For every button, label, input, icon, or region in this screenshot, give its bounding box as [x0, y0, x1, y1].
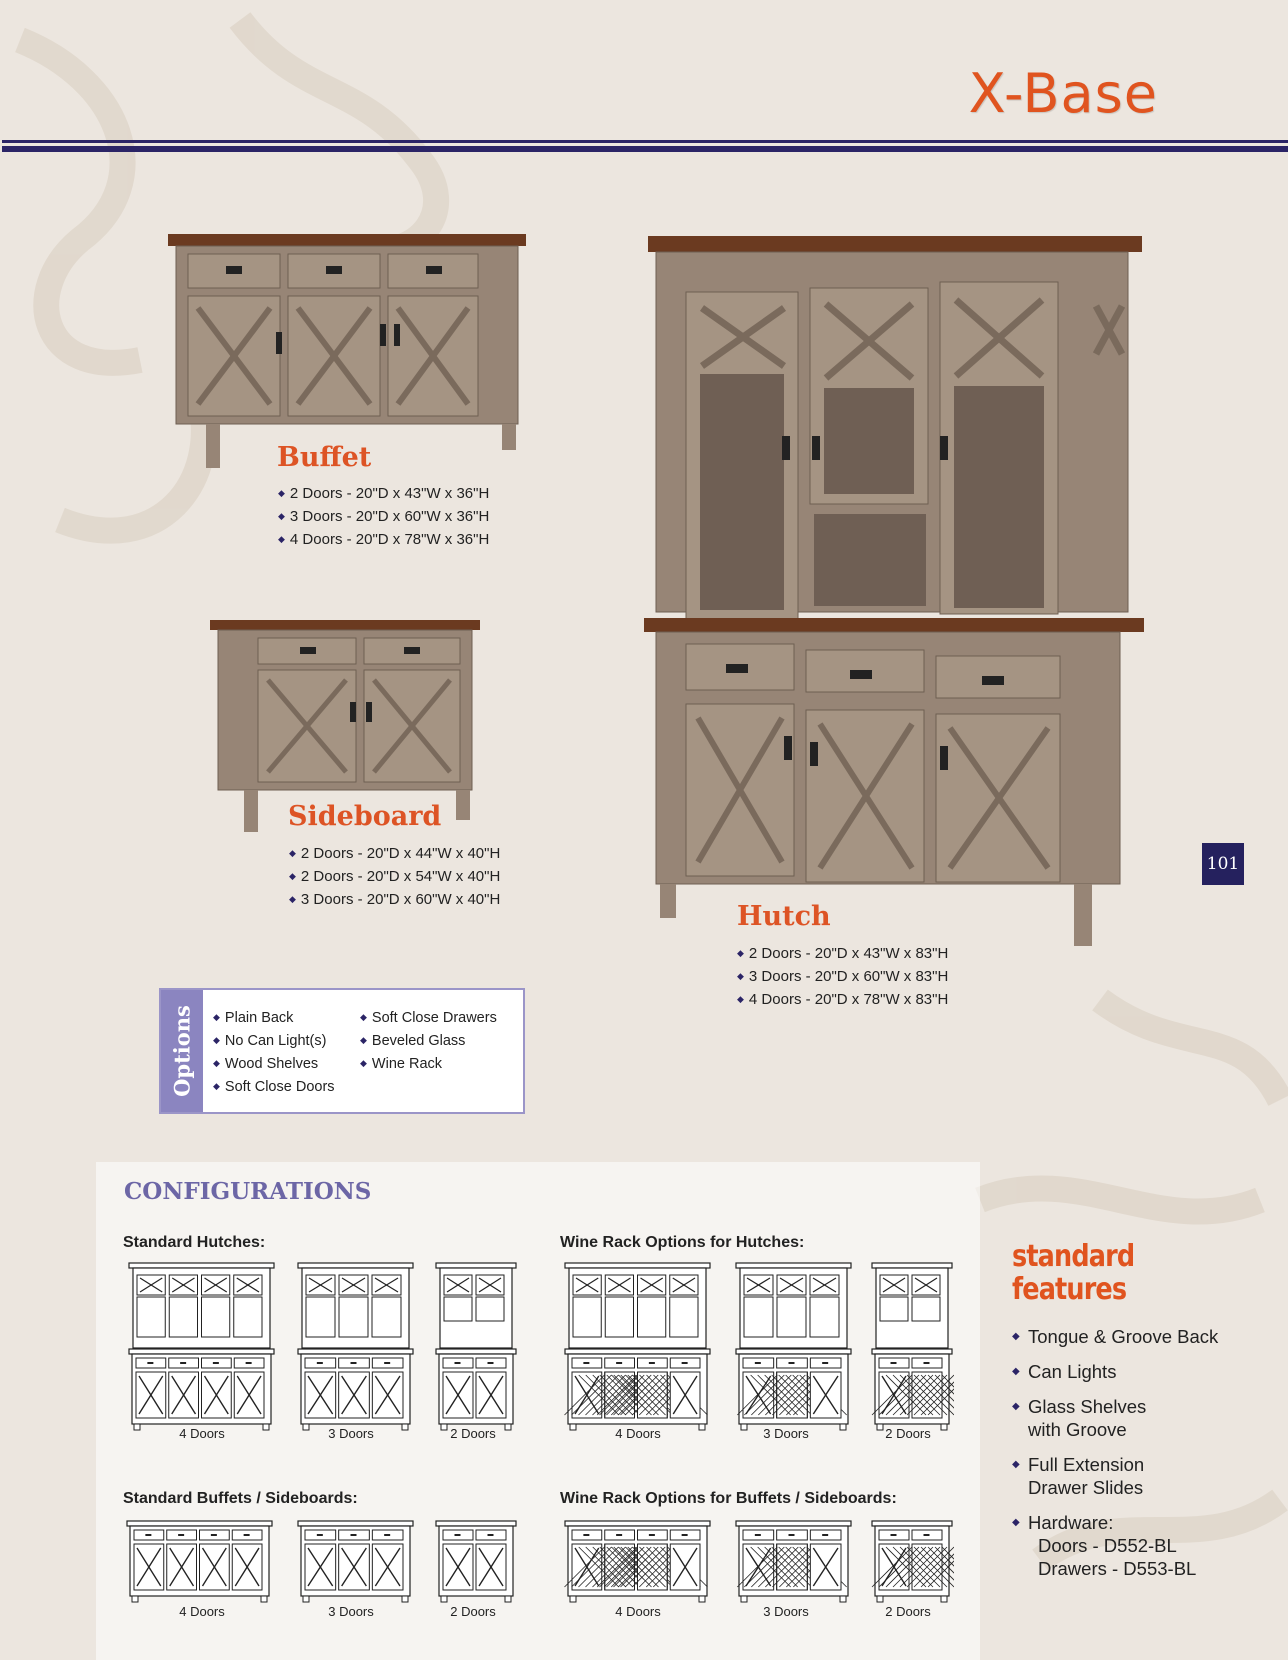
feature-subtext: Drawer Slides	[1028, 1477, 1144, 1498]
sideboard-spec-list	[289, 842, 500, 911]
option-item: ◆ Soft Close Doors	[213, 1075, 335, 1098]
feature-text: Hardware:	[1028, 1512, 1114, 1533]
feature-item	[1012, 1360, 1218, 1383]
options-tab	[161, 990, 203, 1112]
buffet-config-diagram	[296, 1520, 415, 1608]
config-caption: 4 Doors	[179, 1426, 225, 1441]
header-rule-thin	[2, 140, 1288, 143]
buffet-spec: ◆ 3 Doors - 20"D x 60"W x 36"H	[278, 505, 489, 528]
feature-text: Tongue & Groove Back	[1028, 1326, 1219, 1347]
feature-item	[1012, 1511, 1218, 1580]
page-number-badge: 101	[1202, 843, 1244, 885]
config-caption: 3 Doors	[328, 1604, 374, 1619]
config-caption: 2 Doors	[450, 1604, 496, 1619]
hutch-spec-list	[737, 942, 948, 1011]
hutch-title: Hutch	[737, 901, 831, 932]
feature-subtext: with Groove	[1028, 1419, 1127, 1440]
feature-text: Full Extension	[1028, 1454, 1145, 1475]
buffet-config-diagram	[125, 1520, 274, 1608]
buffet-spec: ◆ 2 Doors - 20"D x 43"W x 36"H	[278, 482, 489, 505]
config-caption: 2 Doors	[885, 1426, 931, 1441]
option-item: ◆ Plain Back	[213, 1006, 335, 1029]
feature-item	[1012, 1395, 1218, 1441]
config-caption: 4 Doors	[615, 1604, 661, 1619]
buffet-config-diagram	[734, 1520, 853, 1608]
option-item: ◆ Wine Rack	[360, 1052, 497, 1075]
buffet-photo	[168, 228, 530, 472]
group-label-wine-hutches: Wine Rack Options for Hutches:	[560, 1234, 805, 1251]
option-item: ◆ Soft Close Drawers	[360, 1006, 497, 1029]
option-item: ◆ Wood Shelves	[213, 1052, 335, 1075]
buffet-spec: ◆ 4 Doors - 20"D x 78"W x 36"H	[278, 528, 489, 551]
options-list-2	[360, 1006, 497, 1075]
feature-item	[1012, 1325, 1218, 1348]
options-label: Options	[169, 1005, 195, 1097]
group-label-standard-buffets: Standard Buffets / Sideboards:	[123, 1490, 358, 1507]
header-rule-thick	[2, 146, 1288, 152]
sideboard-title: Sideboard	[288, 801, 442, 832]
buffet-title: Buffet	[277, 442, 372, 473]
feature-text: Glass Shelves	[1028, 1396, 1147, 1417]
hutch-spec: ◆ 2 Doors - 20"D x 43"W x 83"H	[737, 942, 948, 965]
page-title: X-Base	[968, 62, 1158, 125]
standard-features-title	[1012, 1239, 1135, 1307]
group-label-standard-hutches: Standard Hutches:	[123, 1234, 266, 1251]
config-caption: 3 Doors	[763, 1426, 809, 1441]
config-caption: 3 Doors	[328, 1426, 374, 1441]
option-item: ◆ No Can Light(s)	[213, 1029, 335, 1052]
options-list-1	[213, 1006, 335, 1098]
hutch-photo	[644, 226, 1146, 948]
buffet-config-diagram	[434, 1520, 518, 1608]
sideboard-spec: ◆ 2 Doors - 20"D x 44"W x 40"H	[289, 842, 500, 865]
buffet-spec-list	[278, 482, 489, 551]
hutch-spec: ◆ 3 Doors - 20"D x 60"W x 83"H	[737, 965, 948, 988]
config-caption: 2 Doors	[450, 1426, 496, 1441]
standard-features-list	[1012, 1325, 1218, 1592]
hutch-config-diagram	[434, 1262, 518, 1436]
standard-features-title-line2: features	[1012, 1272, 1127, 1307]
hutch-config-diagram	[296, 1262, 415, 1436]
hutch-config-diagram	[563, 1262, 712, 1436]
buffet-config-diagram	[870, 1520, 954, 1608]
sideboard-spec: ◆ 2 Doors - 20"D x 54"W x 40"H	[289, 865, 500, 888]
config-caption: 4 Doors	[615, 1426, 661, 1441]
config-caption: 4 Doors	[179, 1604, 225, 1619]
feature-subtext: Drawers - D553-BL	[1038, 1558, 1197, 1579]
standard-features-title-line1: standard	[1012, 1239, 1135, 1274]
option-item: ◆ Beveled Glass	[360, 1029, 497, 1052]
buffet-config-diagram	[563, 1520, 712, 1608]
hutch-config-diagram	[127, 1262, 276, 1436]
feature-item	[1012, 1453, 1218, 1499]
options-box	[159, 988, 525, 1114]
config-caption: 2 Doors	[885, 1604, 931, 1619]
hutch-config-diagram	[734, 1262, 853, 1436]
feature-text: Can Lights	[1028, 1361, 1117, 1382]
hutch-config-diagram	[870, 1262, 954, 1436]
configurations-title: CONFIGURATIONS	[124, 1178, 372, 1205]
group-label-wine-buffets: Wine Rack Options for Buffets / Sideboards:	[560, 1490, 897, 1507]
feature-subtext: Doors - D552-BL	[1038, 1535, 1177, 1556]
sideboard-spec: ◆ 3 Doors - 20"D x 60"W x 40"H	[289, 888, 500, 911]
hutch-spec: ◆ 4 Doors - 20"D x 78"W x 83"H	[737, 988, 948, 1011]
config-caption: 3 Doors	[763, 1604, 809, 1619]
